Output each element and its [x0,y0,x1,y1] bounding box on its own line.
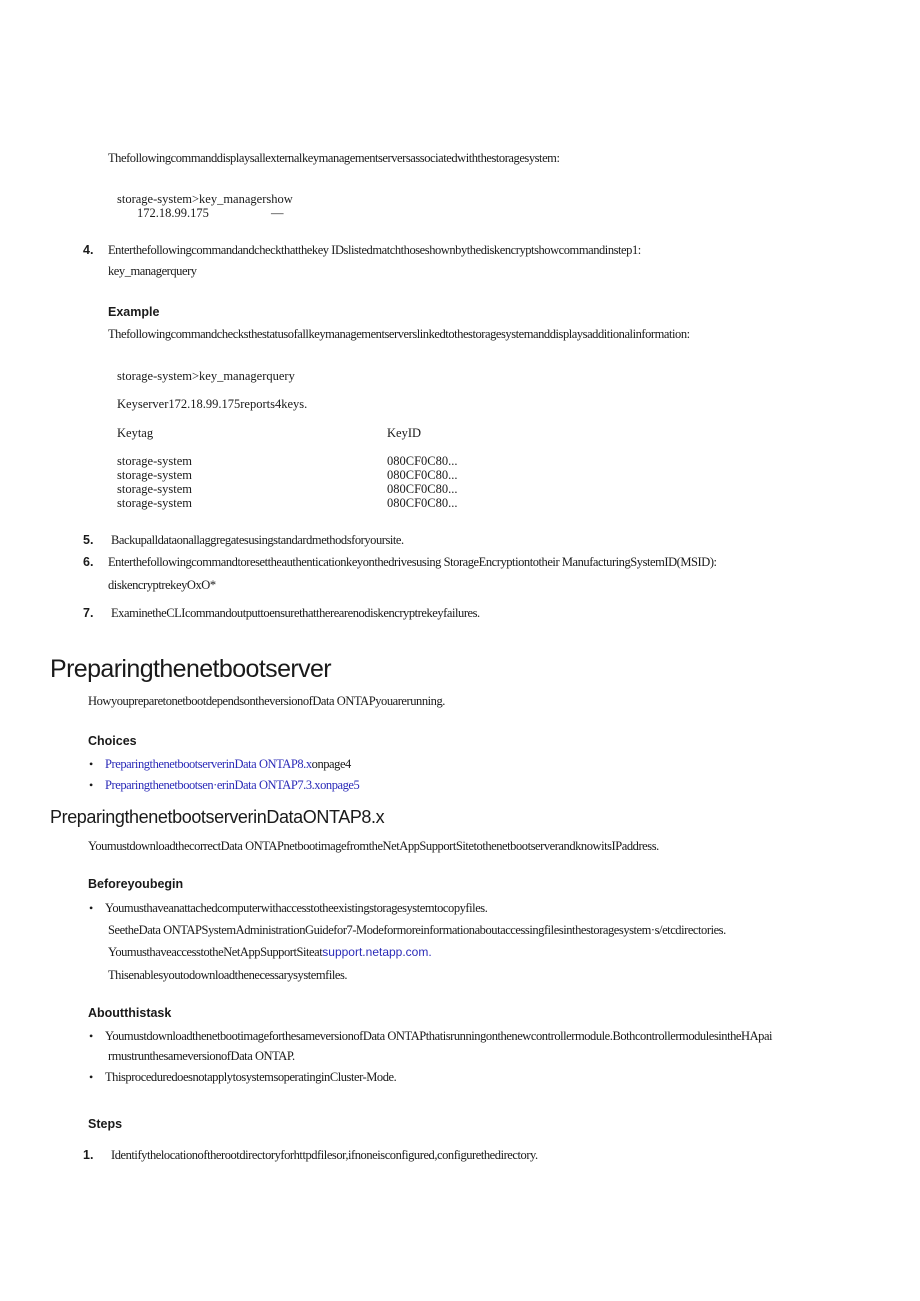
key-row-id: 080CF0C80... [387,454,458,468]
about-this-task-label: Aboutthistask [88,1006,172,1020]
column-keyid: KeyID [387,426,422,440]
step4-text: Enterthefollowingcommandandcheckthatthekey IDslistedmatchthoseshownbythediskencryptshowcommandinstep1: [108,243,641,257]
key-row-tag: storage-system [117,468,192,482]
step5-number: 5. [83,533,94,547]
about-bullet1-line1: YoumustdownloadthenetbootimageforthesameversionofData ONTAPthatisrunningonthenewcontrollermodule.BothcontrollermodulesintheHApai [105,1029,773,1043]
key-row-id: 080CF0C80... [387,496,458,510]
before-see-text: SeetheData ONTAPSystemAdministrationGuidefor7-Modeformoreinformationaboutaccessingfilesinthestoragesystem·s/etcdirectories. [108,923,726,937]
support-site-link[interactable]: support.netapp.com. [322,945,432,959]
section1-intro: HowyoupreparetonetbootdependsontheversionofData ONTAPyouarerunning. [88,694,445,708]
choice-page-ref[interactable]: onpage5 [320,778,360,792]
choice-link-ontap73[interactable]: Preparingthenetbootsen·erinData ONTAP7.3.x [105,778,321,792]
section-title-ontap8: PreparingthenetbootserverinDataONTAP8.x [50,807,385,827]
bullet: • [89,1070,94,1084]
key-row-tag: storage-system [117,496,192,510]
step3-server-ip: 172.18.99.175 [137,206,209,220]
step7-text: ExaminetheCLIcommandoutputtoensurethattherearenodiskencryptrekeyfailures. [111,606,480,620]
section2-intro: YoumustdownloadthecorrectData ONTAPnetbootimagefromtheNetAppSupportSitetothenetbootserverandknowitsIPaddress. [88,839,659,853]
step6-command: diskencryptrekeyOxO* [108,578,216,592]
step1-number: 1. [83,1148,94,1162]
example-label: Example [108,305,160,319]
step7-number: 7. [83,606,94,620]
choices-label: Choices [88,734,137,748]
section-title-netboot-server: Preparingthenetbootserver [50,655,332,683]
step4-command: key_managerquery [108,264,197,278]
step1-text: Identifythelocationoftherootdirectoryforhttpdfilesor,ifnoneisconfigured,configurethedirectory. [111,1148,538,1162]
about-bullet1-line2: rmustrunthesameversionofData ONTAP. [108,1049,295,1063]
steps-label: Steps [88,1117,123,1131]
step6-number: 6. [83,555,94,569]
before-access-text [108,945,432,960]
keyserver-line: Keyserver172.18.99.175reports4keys. [117,397,308,411]
about-bullet2: ThisproceduredoesnotapplytosystemsoperatinginCluster-Mode. [105,1070,397,1084]
query-command: storage-system>key_managerquery [117,369,295,383]
step4-example-text: Thefollowingcommandchecksthestatusofallkeymanagementserverslinkedtothestoragesystemanddisplaysadditionalinformation: [108,327,690,341]
key-row-tag: storage-system [117,482,192,496]
choice-link-ontap8[interactable]: PreparingthenetbootserverinData ONTAP8.x [105,757,312,771]
key-row-id: 080CF0C80... [387,468,458,482]
key-row-tag: storage-system [117,454,192,468]
bullet: • [89,757,94,771]
choice-item [105,778,359,793]
step4-number: 4. [83,243,94,257]
column-keytag: Keytag [117,426,154,440]
choice-page-ref: onpage4 [311,757,351,771]
step6-text: Enterthefollowingcommandtoresettheauthenticationkeyonthedrivesusing StorageEncryptiontotheir ManufacturingSystemID(MSID): [108,555,717,569]
step3-example-text: Thefollowingcommanddisplaysallexternalkeymanagementserversassociatedwiththestoragesystem: [108,151,560,165]
before-bullet-text: Youmusthaveanattachedcomputerwithaccesstotheexistingstoragesystemtocopyfiles. [105,901,488,915]
bullet: • [89,1029,94,1043]
bullet: • [89,778,94,792]
access-text: YoumusthaveaccesstotheNetAppSupportSiteat [108,945,323,959]
bullet: • [89,901,94,915]
before-enables-text: Thisenablesyoutodownloadthenecessarysystemfiles. [108,968,348,982]
key-row-id: 080CF0C80... [387,482,458,496]
step3-server-status: — [271,206,284,220]
step5-text: Backupalldataonallaggregatesusingstandardmethodsforyoursite. [111,533,404,547]
choice-item [105,757,351,772]
before-you-begin-label: Beforeyoubegin [88,877,184,891]
step3-command: storage-system>key_managershow [117,192,293,206]
